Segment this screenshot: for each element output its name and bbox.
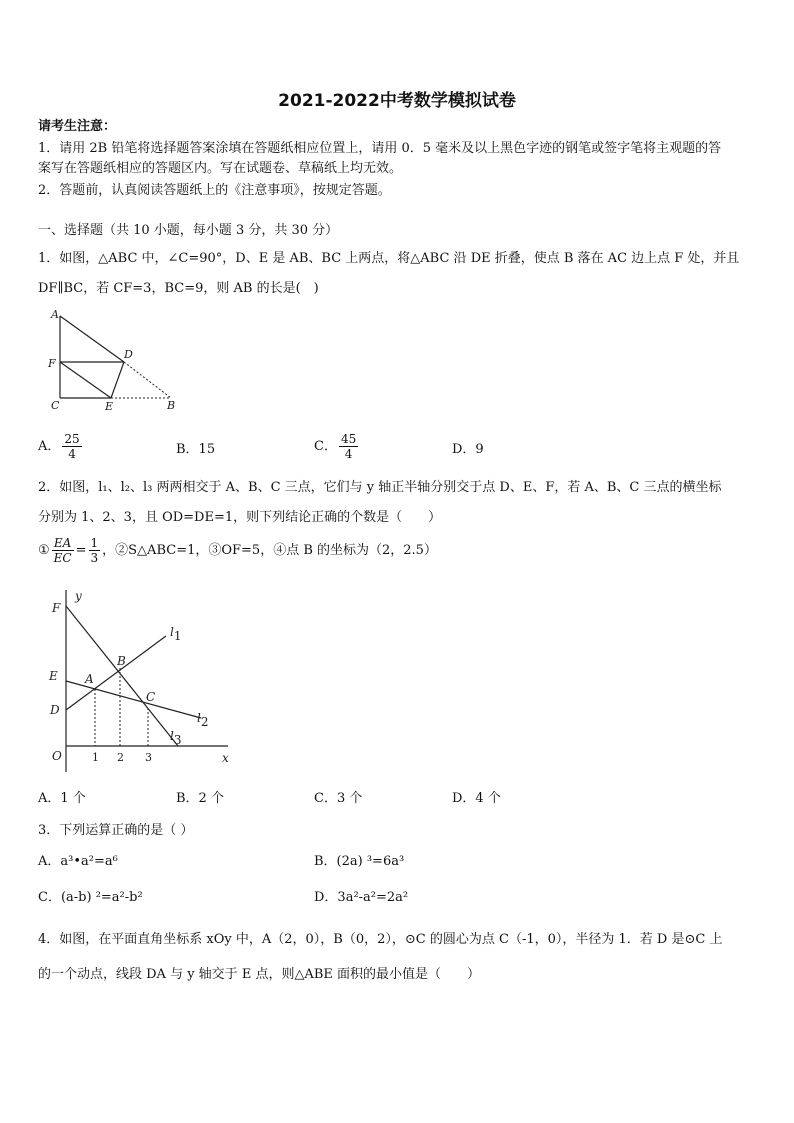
q2-graph-figure — [38, 586, 238, 778]
q2-option-d: D．4 个 — [452, 791, 501, 806]
q1-label-E: E — [105, 400, 114, 413]
notice-item1-line2: 案写在答题纸相应的答题区内。写在试题卷、草稿纸上均无效。 — [38, 161, 403, 176]
notice-item1-line1: 1．请用 2B 铅笔将选择题答案涂填在答题纸相应位置上，请用 0．5 毫米及以上黑色字迹的钢笔或签字笔将主观题的答 — [38, 141, 722, 156]
q2-option-b: B．2 个 — [176, 791, 224, 806]
q2-label-x: x — [222, 751, 229, 765]
q2-statements: ① $\frac{EA}{EC}$ = $\frac{1}{3}$ ，②S△ABC=1，③OF=5，④点 B 的坐标为（2，2.5） — [38, 536, 437, 565]
notice-heading: 请考生注意： — [38, 119, 117, 134]
q1-option-d: D．9 — [452, 442, 484, 457]
q1-stem-line2: DF∥BC，若 CF=3，BC=9，则 AB 的长是( ) — [38, 281, 319, 296]
q1-label-C: C — [51, 399, 60, 412]
q1-stem-line1: 1．如图，△ABC 中，∠C=90°，D、E 是 AB、BC 上两点，将△ABC 沿 DE 折叠，使点 B 落在 AC 边上点 F 处，并且 — [38, 251, 740, 266]
q2-label-E: E — [49, 669, 58, 683]
q3-option-d: D．3a²-a²=2a² — [314, 890, 409, 905]
q2-option-c: C．3 个 — [314, 791, 363, 806]
q4-stem-line1: 4．如图，在平面直角坐标系 xOy 中，A（2，0），B（0，2），⊙C 的圆心为点 C（-1，0），半径为 1．若 D 是⊙C 上 — [38, 932, 723, 947]
q3-option-a: A．a³•a²=a⁶ — [38, 854, 118, 869]
q1-label-B: B — [167, 399, 176, 412]
q2-label-D: D — [50, 703, 60, 717]
q3-option-b: B．(2a) ³=6a³ — [314, 854, 405, 869]
q2-stem-line1: 2．如图，l₁、l₂、l₃ 两两相交于 A、B、C 三点，它们与 y 轴正半轴分别交于点 D、E、F，若 A、B、C 三点的横坐标 — [38, 480, 722, 495]
q2-label-F: F — [52, 601, 61, 615]
q3-stem: 3．下列运算正确的是（ ） — [38, 823, 194, 838]
q2-label-l1: l1 — [170, 625, 182, 643]
notice-item2: 2．答题前，认真阅读答题纸上的《注意事项》，按规定答题。 — [38, 183, 391, 198]
section-heading: 一、选择题（共 10 小题，每小题 3 分，共 30 分） — [38, 223, 339, 238]
q1-option-a: A． $\frac{25}{4}$ — [38, 432, 80, 461]
q2-label-A: A — [85, 672, 94, 686]
q2-tick-2: 2 — [117, 751, 124, 764]
q2-label-y: y — [75, 589, 82, 603]
q1-label-F: F — [48, 357, 56, 370]
q2-label-C: C — [146, 690, 156, 704]
q2-label-B: B — [117, 654, 126, 668]
q2-tick-3: 3 — [145, 751, 152, 764]
q4-stem-line2: 的一个动点，线段 DA 与 y 轴交于 E 点，则△ABE 面积的最小值是（ ） — [38, 967, 481, 982]
q1-option-b: B．15 — [176, 442, 216, 457]
q2-stem-line2: 分别为 1、2、3，且 OD=DE=1，则下列结论正确的个数是（ ） — [38, 510, 442, 525]
q2-label-l2: l2 — [197, 711, 209, 729]
q2-option-a: A．1 个 — [38, 791, 86, 806]
exam-title: 2021-2022中考数学模拟试卷 — [278, 91, 516, 111]
q2-tick-1: 1 — [92, 751, 99, 764]
q1-triangle-figure — [45, 306, 190, 418]
q3-option-c: C．(a-b) ²=a²-b² — [38, 890, 143, 905]
q1-label-D: D — [124, 348, 133, 361]
q2-label-l3: l3 — [170, 729, 182, 747]
q1-option-c: C． $\frac{45}{4}$ — [314, 432, 357, 461]
q1-label-A: A — [51, 308, 59, 321]
q2-label-O: O — [52, 749, 62, 763]
